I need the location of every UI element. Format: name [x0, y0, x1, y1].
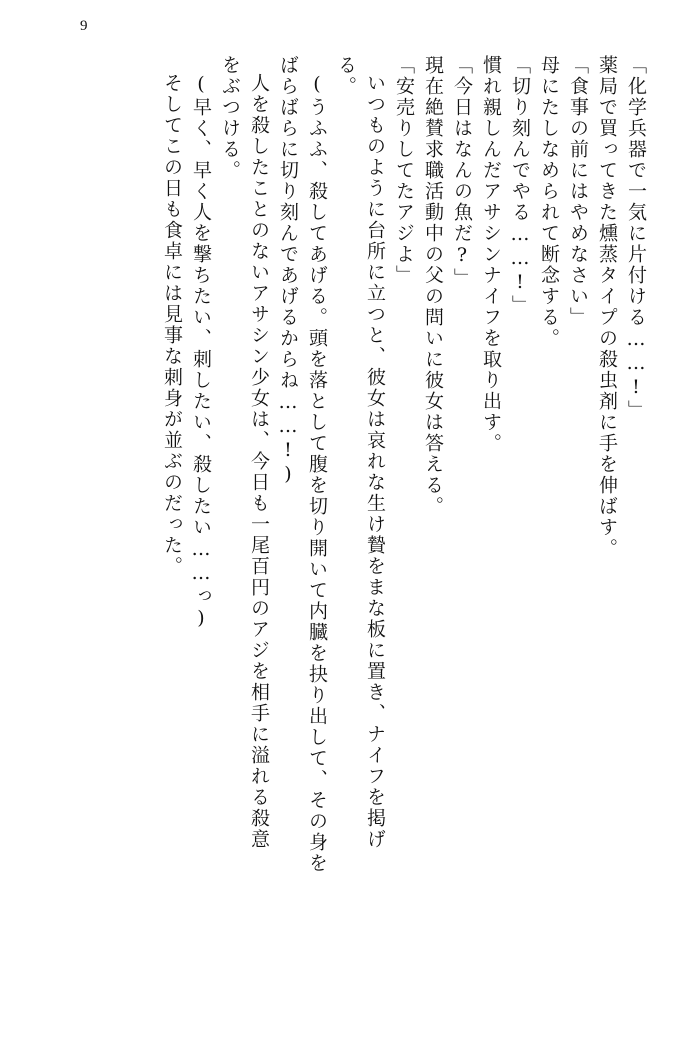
text-column: 「化学兵器で一気に片付ける……!」 [625, 55, 647, 421]
text-column: そしてこの日も食卓には見事な刺身が並ぶのだった。 [161, 73, 183, 577]
vertical-text-body [38, 55, 645, 1010]
page-number: 9 [80, 18, 88, 34]
text-column: 母にたしなめられて断念する。 [538, 55, 560, 349]
text-column: (うふふ、殺してあげる。頭を落として腹を切り開いて内臓を抉り出して、その身を [306, 73, 328, 874]
text-column: ばらばらに切り刻んであげるからね……!) [277, 55, 299, 487]
text-column: 現在絶賛求職活動中の父の問いに彼女は答える。 [422, 55, 444, 517]
text-column: (早く、早く人を撃ちたい、刺したい、殺したい……っ) [190, 73, 212, 631]
text-column: 慣れ親しんだアサシンナイフを取り出す。 [480, 55, 502, 454]
text-column: 「切り刻んでやる……!」 [509, 55, 531, 316]
text-column: 「今日はなんの魚だ?」 [451, 55, 473, 289]
text-column: 「食事の前にはやめなさい」 [567, 55, 589, 328]
text-column: る。 [335, 55, 357, 97]
text-column: いつものように台所に立つと、彼女は哀れな生け贄をまな板に置き、ナイフを掲げ [364, 73, 386, 850]
text-column: をぶつける。 [219, 55, 241, 181]
text-column: 「安売りしてたアジよ」 [393, 55, 415, 286]
text-column: 人を殺したことのないアサシン少女は、今日も一尾百円のアジを相手に溢れる殺意 [248, 73, 270, 850]
text-column: 薬局で買ってきた燻蒸タイプの殺虫剤に手を伸ばす。 [596, 55, 618, 559]
